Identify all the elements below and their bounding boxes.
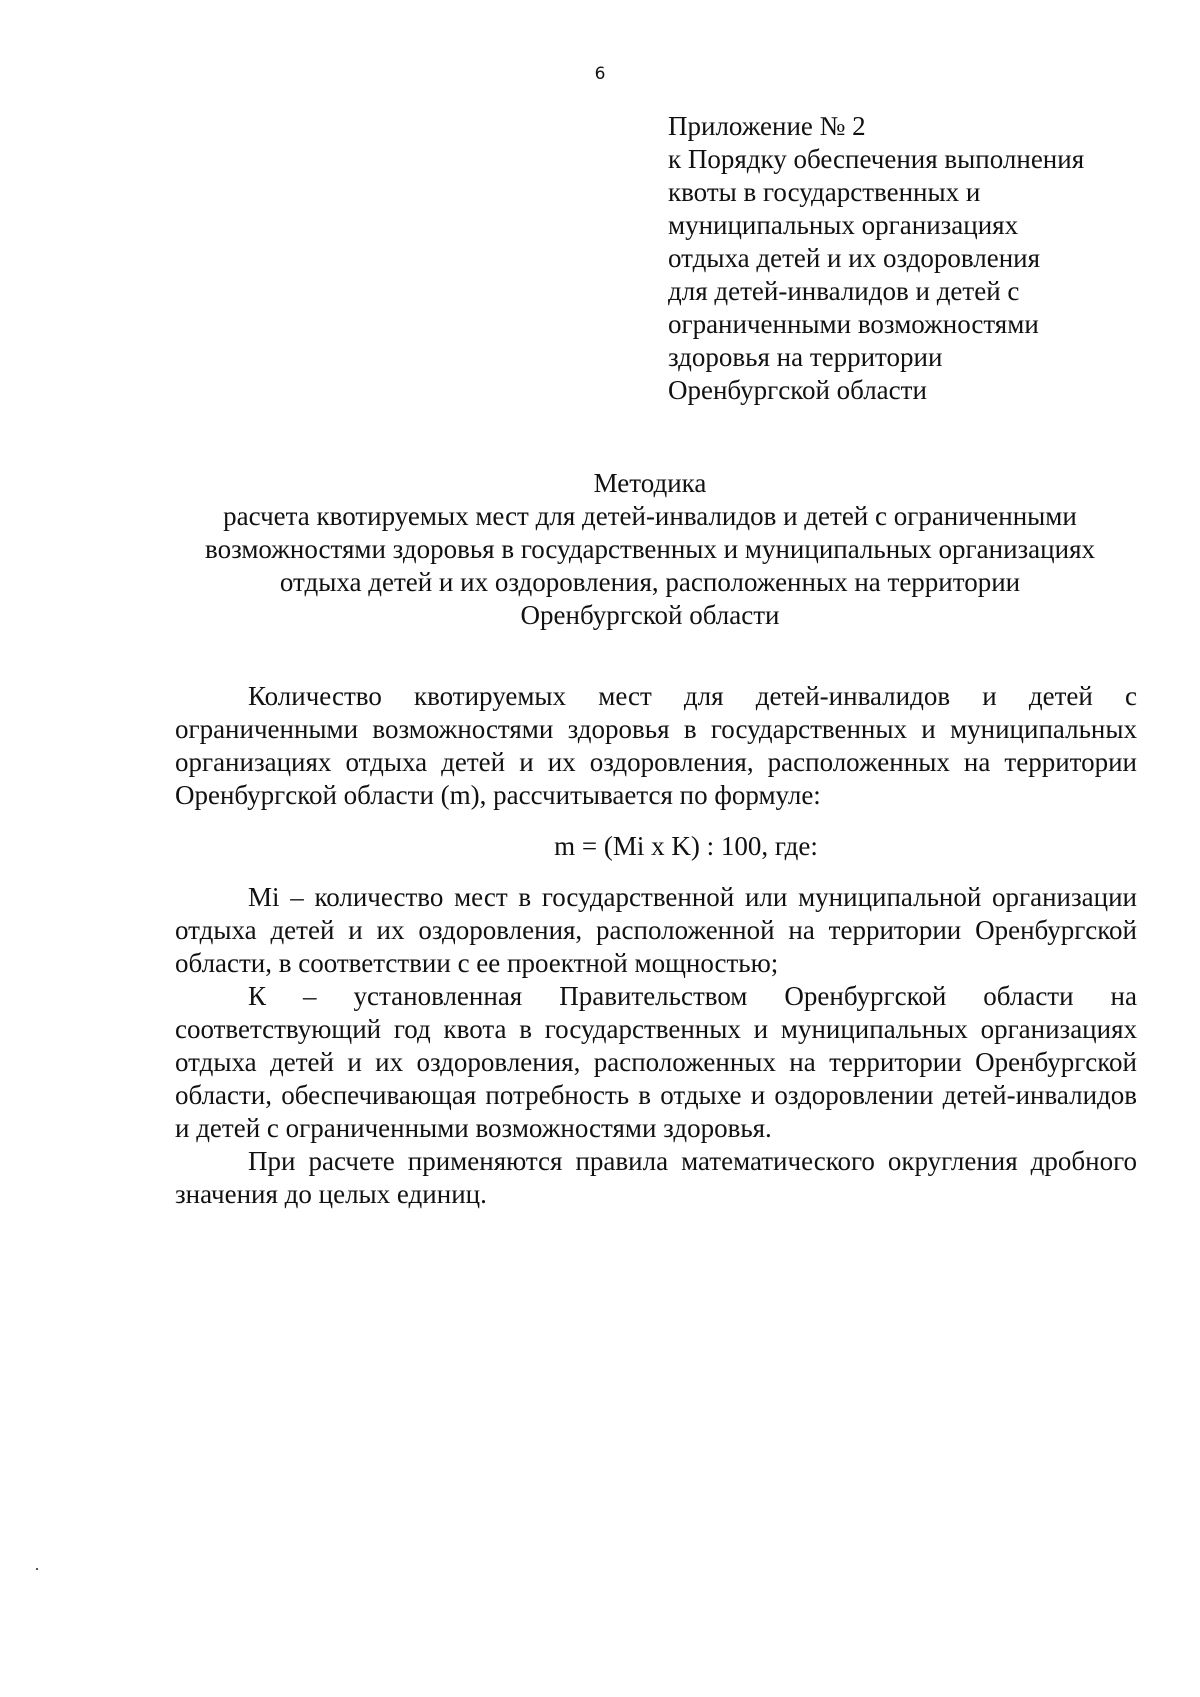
appendix-line: к Порядку обеспечения выполнения [668,144,1085,174]
page-number: 6 [594,64,606,84]
definition-k: К – установленная Правительством Оренбургской области на соответствующий год квота в государственных и муниципальных организациях отдыха детей и их оздоровления, расположенных на территории Оренбургской области, обеспечивающая потребность в отдыхе и оздоровлении детей-инвалидов и детей с ограниченными возможностями здоровья. [175,981,1137,1143]
appendix-line: ограниченными возможностями [668,309,1039,339]
appendix-header [668,110,1168,407]
definition-mi: Mi – количество мест в государственной или муниципальной организации отдыха детей и их оздоровления, расположенной на территории Оренбургской области, в соответствии с ее проектной мощностью; [175,882,1137,978]
scan-speck [36,1568,38,1570]
appendix-line: муниципальных организациях [668,210,1019,240]
document-title [160,467,1140,632]
document-body [175,680,1137,1211]
appendix-line: квоты в государственных и [668,177,981,207]
appendix-line: Оренбургской области [668,375,927,405]
title-line: отдыха детей и их оздоровления, расположенных на территории [279,567,1021,597]
title-line: расчета квотируемых мест для детей-инвалидов и детей с ограниченными [223,501,1077,531]
formula: m = (Mi x K) : 100, где: [554,831,818,861]
intro-paragraph: Количество квотируемых мест для детей-инвалидов и детей с ограниченными возможностями здоровья в государственных и муниципальных организациях отдыха детей и их оздоровления, расположенных на территории Оренбургской области (m), рассчитывается по формуле: [175,681,1137,810]
appendix-line: здоровья на территории [668,342,943,372]
title-line: возможностями здоровья в государственных и муниципальных организациях [205,534,1095,564]
title-heading: Методика [593,468,707,498]
appendix-line: Приложение № 2 [668,111,866,141]
appendix-line: отдыха детей и их оздоровления [668,243,1041,273]
title-line: Оренбургской области [520,600,780,630]
appendix-line: для детей-инвалидов и детей с [668,276,1020,306]
rounding-paragraph: При расчете применяются правила математического округления дробного значения до целых единиц. [175,1146,1137,1209]
